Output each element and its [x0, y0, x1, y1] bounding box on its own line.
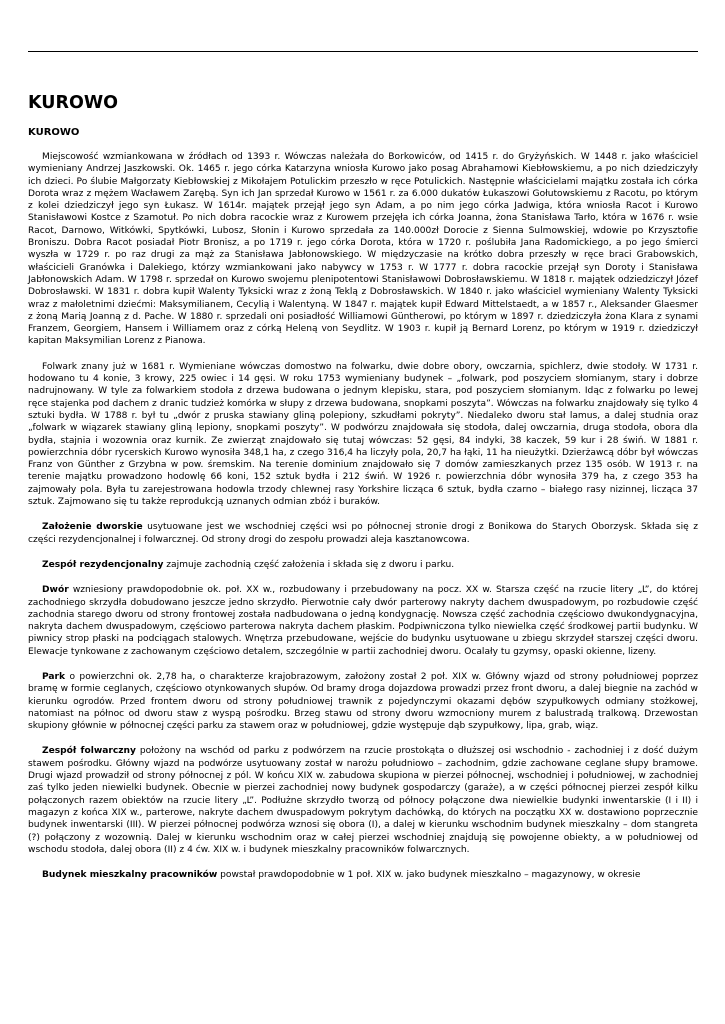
- paragraph-text: Miejscowość wzmiankowana w źródłach od 1393 r. Wówczas należała do Borkowiców, od 1415 r. do Gryżyńskich. W 1448 r. jako właściciel wymieniany Andrzej Jaszkowski. Ok. 1465 r. jego córka Katarzyna wniosła Kurowo jako posag Abrahamowi Kiebłowskiemu, a po nich dziedziczyły ich dzieci. Po ślubie Małgorzaty Kiebłowskiej z Mikołajem Potulickim przeszło w ręce Potulickich. Następnie właścicielami majątku została ich córka Dorota wraz z mężem Wacławem Zarębą. Syn ich Jan sprzedał Kurowo w 1561 r. za 6.000 dukatów Łukaszowi Gołutowskiemu z Racotu, po którym z kolei dziedziczył jego syn Łukasz. W 1614r. majątek przejął jego syn Adam, a po nim jego córka Jadwiga, która wniosła Racot i Kurowo Stanisławowi Kostce z Szamotuł. Po nich dobra racockie wraz z Kurowem przejęła ich córka Joanna, żona Stanisława Tarło, która w 1676 r. wsie Racot, Darnowo, Witkówki, Spytkówki, Lubosz, Słonin i Kurowo sprzedała za 140.000zł Dorocie z Sienna Sulmowskiej, wdowie po Krzysztofie Broniszu. Dobra Racot posiadał Piotr Bronisz, a po 1719 r. jego córka Dorota, która w 1720 r. poślubiła Jana Radomickiego, a po jego śmierci wyszła w 1729 r. po raz drugi za mąż za Stanisława Jabłonowskiego. W międzyczasie na krótko dobra przeszły w ręce braci Grabowskich, właścicieli Granówka i Dalekiego, którzy wzmiankowani jako nabywcy w 1753 r. W 1777 r. dobra racockie przejął syn Doroty i Stanisława Jabłonowskich Adam. W 1798 r. sprzedał on Kurowo swojemu plenipotentowi Stanisławowi Dobrosławskiemu. W 1818 r. majątek odziedziczył Józef Dobrosławski. W 1831 r. dobra kupił Walenty Tyksicki wraz z żoną Teklą z Dobrosławskich. W 1840 r. jako właściciel wymieniany Walenty Tyksicki wraz z małoletnimi dziećmi: Maksymilianem, Cecylią i Walentyną. W 1847 r. majątek kupił Edward Mittelstaedt, a w 1857 r., Aleksander Glaesmer z żoną Marią Joanną z d. Pache. W 1880 r. sprzedali oni posiadłość Williamowi Güntherowi, po którym w 1897 r. dziedziczyła żona Klara z synami Franzem, Georgiem, Hansem i Williamem oraz z córką Heleną von Seydlitz. W 1903 r. kupił ją Bernard Lorenz, po którym w 1919 r. dziedziczył kapitan Maksymilian Lorenz z Pianowa.: [28, 152, 698, 347]
- paragraph-lead: Dwór: [42, 585, 69, 596]
- paragraph-zalozenie: [28, 521, 698, 546]
- paragraph-lead: Budynek mieszkalny pracowników: [42, 870, 218, 881]
- paragraph-lead: Zespół rezydencjonalny: [42, 559, 164, 570]
- paragraph-text: wzniesiony prawdopodobnie ok. poł. XX w., rozbudowany i przebudowany na pocz. XX w. Starsza część na rzucie litery „L”, do której zachodniego skrzydła dobudowano jeszcze jedno skrzydło. Pierwotnie cały dwór parterowy nakryty dachem dwuspadowym, po rozbudowie część zachodnia starego dworu od strony frontowej została nadbudowana o jedną kondygnację. Nowsza część zachodnia częściowo dwukondygnacyjna, nakryta dachem dwuspadowym, częściowo parterowa nakryta dachem płaskim. Podpiwniczona tylko niewielka część środkowej partii budynku. W piwnicy strop płaski na podciągach stalowych. Wnętrza przebudowane, wejście do budynku usytuowane u zbiegu skrzydeł starszej części dworu. Elewacje tynkowane z zachowanym częściowo detalem, szczególnie w partii zachodniej dworu. Ocalały tu gzymsy, opaski okienne, lizeny.: [28, 585, 698, 657]
- paragraph-text: położony na wschód od parku z podwórzem na rzucie prostokąta o dłuższej osi wschodnio - zachodniej i z dość dużym stawem pośrodku. Główny wjazd na podwórze usytuowany został w narożu południowo – zachodnim, gdzie zachowane ceglane słupy bramowe. Drugi wjazd prowadził od strony północnej z pól. W końcu XIX w. zabudowa skupiona w pierzei północnej, wschodniej i południowej, w zachodniej zaś tylko jeden niewielki budynek. Obecnie w pierzei zachodniej nowy budynek gospodarczy (garaże), a w części północnej pierzei zespół kilku połączonych razem obiektów na rzucie litery „L”. Podłużne skrzydło tworzą od północy połączone dwa niewielkie budynki inwentarskie (I i II) i magazyn z końca XIX w., parterowe, nakryte dachem dwuspadowym pokrytym dachówką, do których na początku XX w. dostawiono poprzecznie budynek inwentarski (III). W pierzei północnej podwórza wznosi się obora (I), a dalej w kierunku wschodnim budynek mieszkalny – dom stangreta (?) połączony z wozownią. Dalej w kierunku wschodnim oraz w całej pierzei wschodniej znajdują się powojenne obiekty, a w południowej od wschodu stodoła, dalej obora (II) z 4 ćw. XIX w. i budynek mieszkalny pracowników folwarcznych.: [28, 746, 699, 855]
- paragraph-park: [28, 671, 698, 732]
- paragraph-lead: Zespół folwarczny: [42, 746, 136, 757]
- paragraph-text: zajmuje zachodnią część założenia i składa się z dworu i parku.: [163, 559, 455, 570]
- paragraph-text: powstał prawdopodobnie w 1 poł. XIX w. jako budynek mieszkalno – magazynowy, w okresie: [217, 870, 641, 881]
- paragraph-dwor: [28, 584, 698, 658]
- paragraph-lead: Park: [42, 671, 66, 682]
- paragraph-zespol-rezydencjonalny: [28, 559, 698, 571]
- paragraph-history: [28, 151, 698, 348]
- paragraph-text: Folwark znany już w 1681 r. Wymieniane wówczas domostwo na folwarku, dwie dobre obory, owczarnia, spichlerz, dwie stodoły. W 1731 r. hodowano tu 4 konie, 3 krowy, 225 owiec i 14 gęsi. W roku 1753 wymieniany budynek – „folwark, pod poszyciem słomianym, stary i dobrze nadrujnowany. W tyle za folwarkiem stodoła z drzewa budowana o jednym klepisku, stara, pod poszyciem słomianym. Idąc z folwarku po lewej ręce stajenka pod dachem z dranic tudzież komórka w słupy z drzewa budowana, snopkami poszyta”. Wówczas na folwarku znajdowały się tylko 4 sztuki bydła. W 1788 r. był tu „dwór z pruska stawiany gliną polepiony, szkudłami pokryty”. Niedaleko dworu stał lamus, a dalej studnia oraz „folwark w wiązarek stawiany gliną lepiony, snopkami poszyty”. W podwórzu znajdowała się stodoła, dalej owczarnia, druga stodoła, obora dla bydła, stajnia i wozownia oraz kurnik. Ze zwierząt znajdowało się tutaj wówczas: 52 gęsi, 84 indyki, 38 kaczek, 59 kur i 28 świń. W 1881 r. powierzchnia dóbr rycerskich Kurowo wynosiła 348,1 ha, z czego 316,4 ha liczyły pola, 20,7 ha łąki, 11 ha nieużytki. Dzierżawcą dóbr był wówczas Franz von Günther z Grzybna w pow. śremskim. Na terenie dominium znajdowało się 7 domów zamieszkanych przez 135 osób. W 1913 r. na terenie majątku prowadzono hodowlę 66 koni, 152 sztuk bydła i 212 świń. W 1926 r. powierzchnia dóbr wynosiła 379 ha, z czego 353 ha zajmowały pola. Była tu zarejestrowana hodowla trzody chlewnej rasy Yorkshire licząca 6 sztuk, bydła czarno – białego rasy nizinnej, licząca 37 sztuk. Zajmowano się tu także reprodukcją uznanych odmian zbóż i buraków.: [28, 361, 698, 508]
- paragraph-text: usytuowane jest we wschodniej części wsi po północnej stronie drogi z Bonikowa do Starych Oborzysk. Składa się z części rezydencjonalnej i folwarcznej. Od strony drogi do zespołu prowadzi aleja kasztanowcowa.: [28, 522, 698, 545]
- section-heading: KUROWO: [28, 127, 80, 138]
- paragraph-zespol-folwarczny: [28, 745, 698, 856]
- paragraph-lead: Założenie dworskie: [42, 522, 143, 533]
- paragraph-budynek-mieszkalny: [28, 869, 698, 881]
- document-body: [28, 92, 698, 881]
- paragraph-text: o powierzchni ok. 2,78 ha, o charakterze krajobrazowym, założony został 2 poł. XIX w. Główny wjazd od strony południowej poprzez bramę w formie ceglanych, częściowo otynkowanych słupów. Od bramy droga dojazdowa prowadzi przez front dworu, a dalej biegnie na zachód w kierunku ogrodów. Przed frontem dworu od strony południowej trawnik z pojedynczymi okazami dębów szypułkowych odmiany stożkowej, natomiast na północ od dworu staw z wyspą pośrodku. Brzeg stawu od strony dworu wzmocniony murem z balustradą tralkową. Drzewostan skupiony głównie w północnej części parku za stawem oraz w południowej, gdzie występuje dąb szypułkowy, lipa, grab, wiąz.: [28, 671, 698, 732]
- top-divider: [28, 51, 698, 52]
- paragraph-folwark: [28, 361, 698, 509]
- document-title: KUROWO: [28, 93, 118, 113]
